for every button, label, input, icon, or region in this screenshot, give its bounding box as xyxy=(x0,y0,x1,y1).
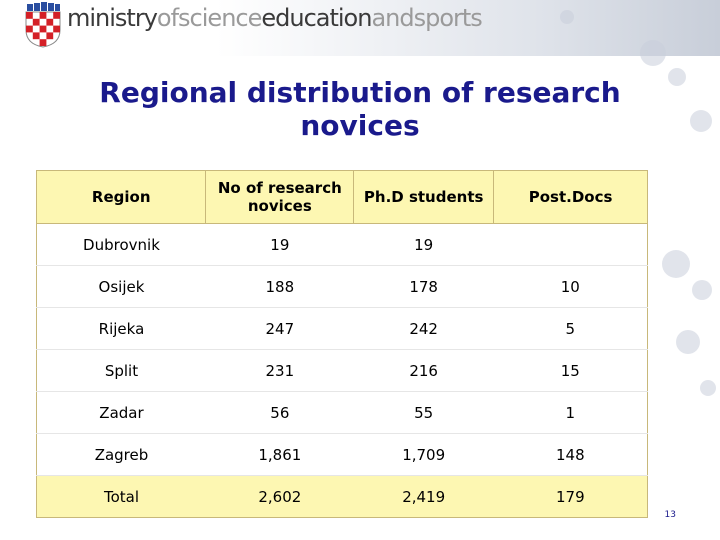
croatian-coat-of-arms-logo xyxy=(24,2,62,48)
cell-postdocs xyxy=(494,224,648,266)
decorative-molecule-dot xyxy=(668,68,686,86)
cell-region: Rijeka xyxy=(37,308,206,350)
cell-postdocs: 15 xyxy=(494,350,648,392)
cell-region: Osijek xyxy=(37,266,206,308)
slide-title: Regional distribution of research novices xyxy=(99,76,621,142)
table-total-row xyxy=(37,476,648,518)
table-row xyxy=(37,224,648,266)
brand-ofscience: ofscience xyxy=(156,4,262,32)
header-region: Region xyxy=(37,171,206,224)
cell-postdocs: 148 xyxy=(494,434,648,476)
header-postdocs: Post.Docs xyxy=(494,171,648,224)
header-phd: Ph.D students xyxy=(354,171,494,224)
cell-novices: 247 xyxy=(206,308,354,350)
cell-region: Dubrovnik xyxy=(37,224,206,266)
cell-novices: 231 xyxy=(206,350,354,392)
table-row xyxy=(37,350,648,392)
table-row xyxy=(37,266,648,308)
cell-phd: 216 xyxy=(354,350,494,392)
cell-novices: 56 xyxy=(206,392,354,434)
cell-phd: 1,709 xyxy=(354,434,494,476)
page-number: 13 xyxy=(664,510,676,520)
brand-ministry: ministry xyxy=(67,4,157,32)
cell-phd: 19 xyxy=(354,224,494,266)
cell-postdocs: 1 xyxy=(494,392,648,434)
cell-novices: 1,861 xyxy=(206,434,354,476)
cell-region: Split xyxy=(37,350,206,392)
table-row xyxy=(37,434,648,476)
cell-postdocs: 10 xyxy=(494,266,648,308)
table-header-row xyxy=(37,171,648,224)
total-phd: 2,419 xyxy=(354,476,494,518)
brand-andsports: andsports xyxy=(371,4,482,32)
ministry-brand-wordmark xyxy=(67,4,482,32)
decorative-molecule-dot xyxy=(640,40,666,66)
cell-phd: 242 xyxy=(354,308,494,350)
brand-education: education xyxy=(261,4,372,32)
cell-novices: 19 xyxy=(206,224,354,266)
decorative-molecule-dot xyxy=(662,250,690,278)
total-postdocs: 179 xyxy=(494,476,648,518)
header-novices: No of research novices xyxy=(206,171,354,224)
table-row xyxy=(37,392,648,434)
table-row xyxy=(37,308,648,350)
research-novices-table xyxy=(36,170,648,518)
decorative-molecule-dot xyxy=(690,110,712,132)
cell-phd: 55 xyxy=(354,392,494,434)
cell-postdocs: 5 xyxy=(494,308,648,350)
total-novices: 2,602 xyxy=(206,476,354,518)
cell-phd: 178 xyxy=(354,266,494,308)
cell-novices: 188 xyxy=(206,266,354,308)
cell-region: Zagreb xyxy=(37,434,206,476)
decorative-molecule-dot xyxy=(692,280,712,300)
cell-region: Zadar xyxy=(37,392,206,434)
decorative-molecule-dot xyxy=(700,380,716,396)
decorative-molecule-dot xyxy=(676,330,700,354)
decorative-molecule-dot xyxy=(560,10,574,24)
total-label: Total xyxy=(37,476,206,518)
